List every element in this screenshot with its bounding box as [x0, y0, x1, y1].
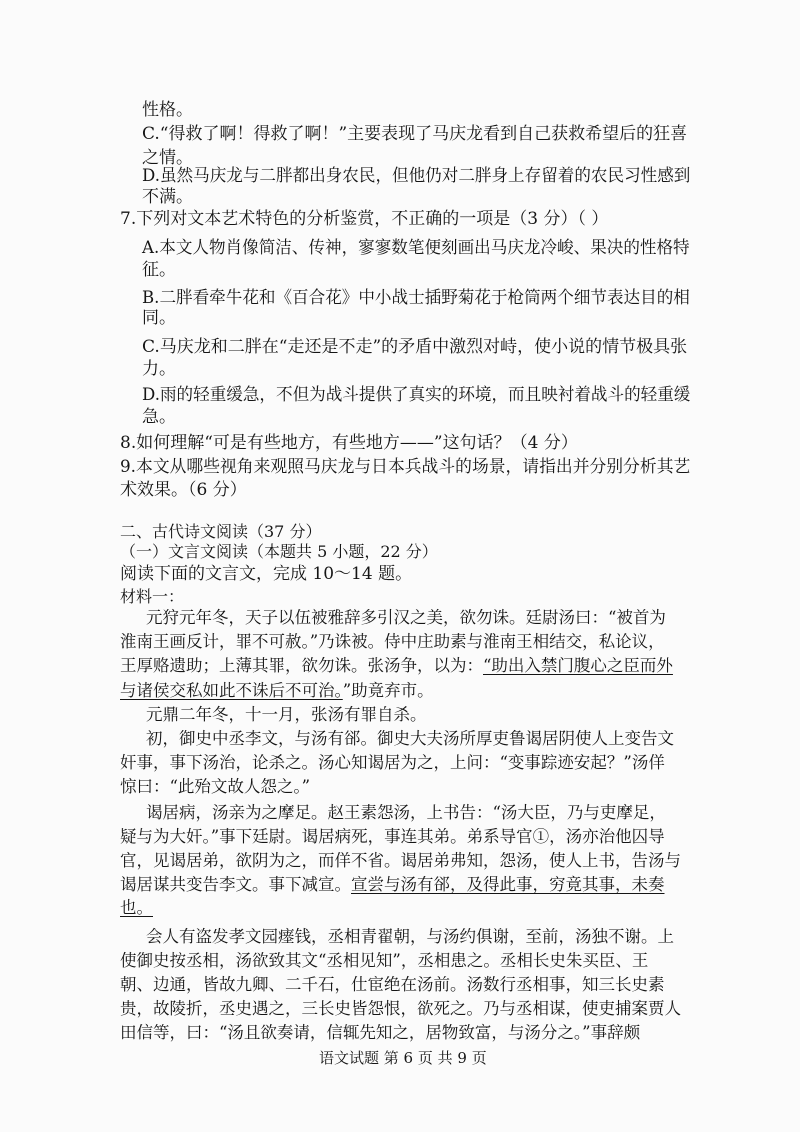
q7-option-b: B.二胖看牵牛花和《百合花》中小战士插野菊花于枪筒两个细节表达目的相	[142, 288, 690, 308]
section-subtitle: （一）文言文阅读（本题共 5 小题，22 分）	[120, 542, 438, 561]
passage-line: 元狩元年冬，天子以伍被雅辞多引汉之美，欲勿诛。廷尉汤曰：“被首为	[146, 608, 666, 627]
q7-stem: 7.下列对文本艺术特色的分析鉴赏，不正确的一项是（3 分）（ ）	[120, 209, 609, 229]
section-title: 二、古代诗文阅读（37 分）	[120, 522, 322, 541]
passage-line: 元鼎二年冬，十一月，张汤有罪自杀。	[146, 705, 427, 724]
passage-text: ”助竟弃市。	[342, 681, 434, 700]
passage-line: 奸事，事下汤治，论杀之。汤心知谒居为之，上问：“变事踪迹安起？”汤佯	[120, 753, 665, 772]
passage-text: 谒居谋共变告李文。事下减宣。	[120, 875, 351, 894]
underlined-sentence: “助出入禁门腹心之臣而外	[483, 656, 673, 675]
passage-line	[120, 680, 434, 702]
passage-line: 田信等，曰：“汤且欲奏请，信辄先知之，居物致富，与汤分之。”事辞颇	[120, 1023, 641, 1042]
q6-option-c: C.“得救了啊！得救了啊！”主要表现了马庆龙看到自己获救希望后的狂喜	[142, 124, 688, 144]
underlined-sentence: 也。	[120, 898, 153, 917]
q7-option-d-cont: 急。	[142, 407, 176, 427]
passage-line: 淮南王画反计，罪不可赦。”乃诛被。侍中庄助素与淮南王相结交，私论议，	[120, 632, 665, 651]
passage-line: 朝、边通，皆故九卿、二千石，仕宦绝在汤前。汤数行丞相事，知三长史素	[120, 975, 665, 994]
q7-option-a: A.本文人物肖像简洁、传神，寥寥数笔便刻画出马庆龙冷峻、果决的性格特	[142, 238, 690, 258]
passage-line: 初，御史中丞李文，与汤有郤。御史大夫汤所厚吏鲁谒居阴使人上变告文	[146, 729, 674, 748]
q8: 8.如何理解“可是有些地方，有些地方——”这句话？（4 分）	[120, 433, 578, 453]
reading-instruction: 阅读下面的文言文，完成 10～14 题。	[120, 564, 413, 584]
passage-line: 惊曰：“此殆文故人怨之。”	[120, 777, 311, 796]
passage-line: 贵，故陵折，丞史遇之，三长史皆怨恨，欲死之。乃与丞相谋，使吏捕案贾人	[120, 999, 681, 1018]
q9-cont: 术效果。（6 分）	[120, 480, 247, 500]
q6-option-c-cont: 之情。	[142, 148, 193, 168]
passage-line: 会人有盗发孝文园瘗钱，丞相青翟朝，与汤约俱谢，至前，汤独不谢。上	[146, 927, 674, 946]
q7-option-a-cont: 征。	[142, 260, 176, 280]
q6-tail: 性格。	[142, 100, 193, 120]
q7-option-d: D.雨的轻重缓急，不但为战斗提供了真实的环境，而且映衬着战斗的轻重缓	[142, 385, 691, 405]
underlined-sentence: 宣尝与汤有郤，及得此事，穷竟其事，未奏	[351, 875, 665, 894]
passage-line: 官，见谒居弟，欲阴为之，而佯不省。谒居弟弗知，怨汤，使人上书，告汤与	[120, 851, 681, 870]
q6-option-d-cont: 不满。	[142, 187, 193, 207]
page-footer: 语文试题 第 6 页 共 9 页	[319, 1049, 487, 1067]
passage-line	[120, 897, 153, 919]
q7-option-c-cont: 力。	[142, 359, 176, 379]
passage-line: 谒居病，汤亲为之摩足。赵王素怨汤，上书告：“汤大臣，乃与吏摩足，	[146, 803, 666, 822]
material-label: 材料一：	[120, 587, 185, 606]
passage-line	[120, 655, 673, 677]
q7-option-c: C.马庆龙和二胖在“走还是不走”的矛盾中激烈对峙，使小说的情节极具张	[142, 337, 688, 357]
passage-line: 疑与为大奸。”事下廷尉。谒居病死，事连其弟。弟系导官①，汤亦治他囚导	[120, 827, 665, 846]
underlined-sentence: 与诸侯交私如此不诛后不可治。	[120, 681, 343, 700]
passage-line	[120, 874, 665, 896]
q9: 9.本文从哪些视角来观照马庆龙与日本兵战斗的场景，请指出并分别分析其艺	[120, 457, 691, 477]
q7-option-b-cont: 同。	[142, 308, 176, 328]
passage-text: 王厚赂遗助；上薄其罪，欲勿诛。张汤争，以为：	[120, 656, 483, 675]
passage-line: 使御史按丞相，汤欲致其文“丞相见知”，丞相患之。丞相长史朱买臣、王	[120, 951, 649, 970]
q6-option-d: D.虽然马庆龙与二胖都出身农民，但他仍对二胖身上存留着的农民习性感到	[142, 166, 691, 186]
